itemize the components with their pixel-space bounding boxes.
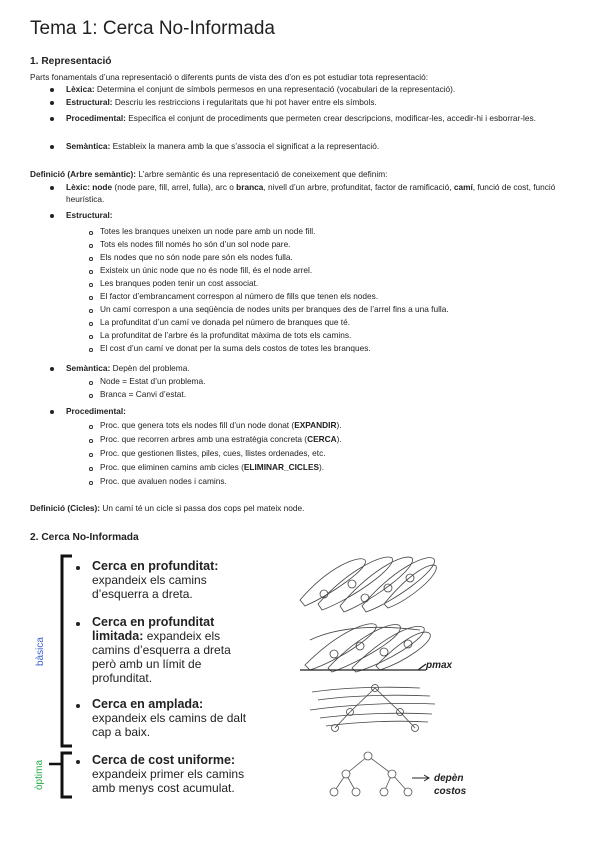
method-cost-uniforme-title: Cerca de cost uniforme: bbox=[92, 753, 236, 767]
method-profunditat-line: d’esquerra a dreta. bbox=[92, 587, 193, 601]
method-cost-uniforme-line: expandeix primer els camins bbox=[92, 767, 245, 781]
method-cost-uniforme-line: amb menys cost acumulat. bbox=[92, 781, 235, 795]
depen-label: depèn bbox=[434, 773, 464, 784]
method-profunditat-title: Cerca en profunditat: bbox=[92, 559, 219, 573]
profunditat-sketch bbox=[300, 557, 436, 612]
method-amplada-line: expandeix els camins de dalt bbox=[92, 711, 247, 725]
definition-cicles: Definició (Cicles): Un camí té un cicle si passa dos cops pel mateix node. bbox=[30, 503, 305, 513]
definition-arbre-semantic: Definició (Arbre semàntic): L’arbre semàntic és una representació de coneixement que definim: bbox=[30, 169, 388, 179]
list-item: Totes les branques uneixen un node pare amb un node fill. bbox=[100, 226, 316, 236]
list-item: El factor d’embrancament correspon al número de fills que tenen els nodes. bbox=[100, 291, 379, 301]
list-item: Proc. que gestionen llistes, piles, cues, llistes ordenades, etc. bbox=[100, 448, 326, 458]
list-item: Proc. que avaluen nodes i camins. bbox=[100, 476, 227, 486]
costos-label: costos bbox=[434, 786, 467, 797]
list-item-estructural: Estructural: Descriu les restriccions i regularitats que hi pot haver entre els símbols. bbox=[66, 97, 377, 107]
method-amplada-title: Cerca en amplada: bbox=[92, 697, 204, 711]
list-item-procedimental-heading: Procedimental: bbox=[66, 406, 126, 416]
method-amplada-line: cap a baix. bbox=[92, 725, 151, 739]
method-profunditat-limitada-line: limitada: expandeix els bbox=[92, 629, 221, 643]
list-item: Les branques poden tenir un cost associat. bbox=[100, 278, 259, 288]
sub-item-branca: Branca = Canvi d’estat. bbox=[100, 389, 187, 399]
section-heading-representacio: 1. Representació bbox=[30, 56, 112, 67]
list-item: Els nodes que no són node pare són els nodes fulla. bbox=[100, 252, 293, 262]
page-title: Tema 1: Cerca No-Informada bbox=[30, 18, 275, 39]
list-item-lexic: Lèxic: node (node pare, fill, arrel, fulla), arc o branca, nivell d’un arbre, profunditat, factor de ramificació, camí, funció de cost, funció heurística. bbox=[66, 182, 556, 204]
list-item: Proc. que eliminen camins amb cicles (ELIMINAR_CICLES). bbox=[100, 462, 325, 472]
list-item-semantica: Semàntica: Estableix la manera amb la que s’associa el significat a la representació. bbox=[66, 141, 380, 151]
list-item: El cost d’un camí ve donat per la suma dels costos de totes les branques. bbox=[100, 343, 371, 353]
amplada-sketch bbox=[310, 685, 435, 732]
method-profunditat-limitada-line: però amb un límit de bbox=[92, 657, 202, 671]
section-heading-cerca: 2. Cerca No-Informada bbox=[30, 532, 139, 543]
list-item: La profunditat d’un camí ve donada pel número de branques que té. bbox=[100, 317, 351, 327]
pmax-label: pmax bbox=[426, 660, 453, 671]
list-item-estructural-heading: Estructural: bbox=[66, 210, 113, 220]
list-item-semantica-def: Semàntica: Depèn del problema. bbox=[66, 363, 190, 373]
list-item: Proc. que genera tots els nodes fill d’un node donat (EXPANDIR). bbox=[100, 420, 342, 430]
basica-label: bàsica bbox=[35, 637, 46, 666]
list-item-lexica: Lèxica: Determina el conjunt de símbols permesos en una representació (vocabulari de la representació). bbox=[66, 84, 456, 94]
cost-uniforme-sketch bbox=[330, 752, 429, 796]
method-profunditat-limitada-title: Cerca en profunditat bbox=[92, 615, 215, 629]
list-item-procedimental: Procedimental: Especifica el conjunt de procediments que permeten crear descripcions, modificar-les, accedir-hi i esborrar-les. bbox=[66, 113, 536, 123]
list-item: Existeix un únic node que no és node fill, és el node arrel. bbox=[100, 265, 313, 275]
method-profunditat-line: expandeix els camins bbox=[92, 573, 207, 587]
list-item: Proc. que recorren arbres amb una estratègia concreta (CERCA). bbox=[100, 434, 342, 444]
list-item: Un camí correspon a una seqüència de nodes units per branques des de l’arrel fins a una fulla. bbox=[100, 304, 449, 314]
profunditat-limitada-sketch bbox=[300, 624, 430, 672]
list-item: Tots els nodes fill només ho són d’un sol node pare. bbox=[100, 239, 291, 249]
optima-label: òptima bbox=[34, 759, 45, 790]
list-item: La profunditat de l’arbre és la profunditat màxima de tots els camins. bbox=[100, 330, 352, 340]
method-profunditat-limitada-line: camins d’esquerra a dreta bbox=[92, 643, 231, 657]
sub-item-node: Node = Estat d’un problema. bbox=[100, 376, 206, 386]
method-profunditat-limitada-line: profunditat. bbox=[92, 671, 153, 685]
section1-intro: Parts fonamentals d’una representació o diferents punts de vista des d’on es pot estudiar tota representació: bbox=[30, 72, 429, 82]
